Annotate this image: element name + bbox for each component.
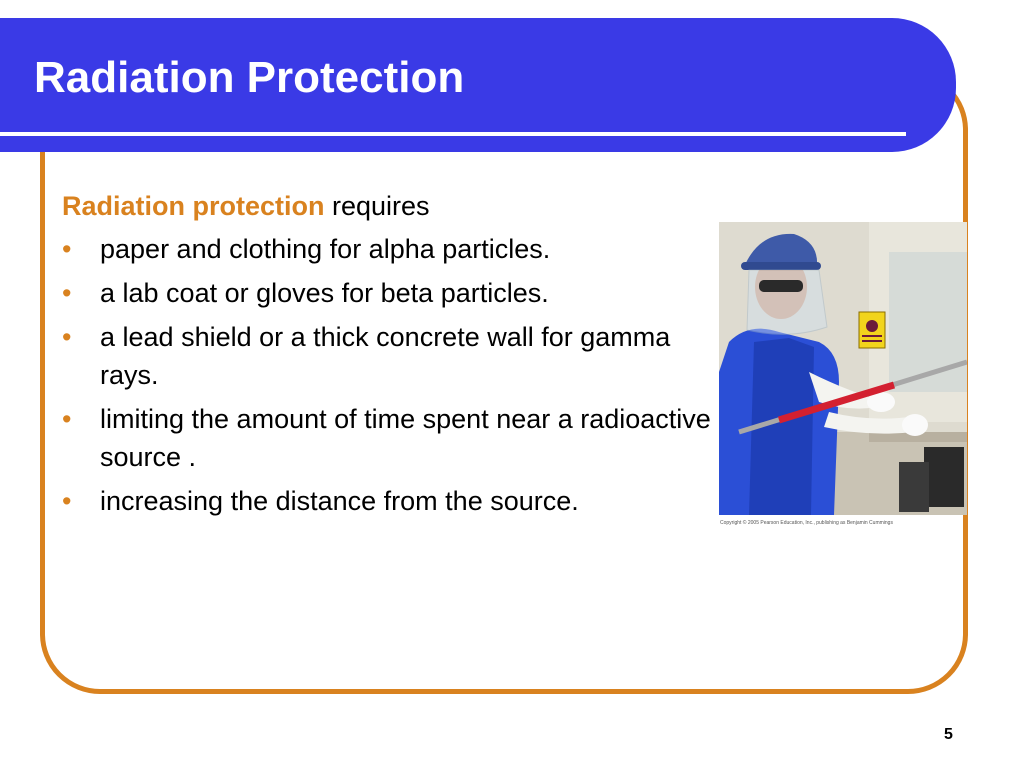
slide-title: Radiation Protection xyxy=(34,53,465,102)
banner-divider xyxy=(0,132,906,136)
bullet-list xyxy=(62,230,712,520)
bullet-text: a lead shield or a thick concrete wall for gamma rays. xyxy=(100,322,671,390)
bullet-icon: • xyxy=(62,234,72,264)
list-item xyxy=(62,274,712,312)
bullet-text: increasing the distance from the source. xyxy=(100,486,579,516)
bullet-icon: • xyxy=(62,322,72,352)
list-item xyxy=(62,230,712,268)
bullet-text: limiting the amount of time spent near a radioactive source . xyxy=(100,404,711,472)
bullet-icon: • xyxy=(62,404,72,434)
intro-line xyxy=(62,186,712,226)
list-item xyxy=(62,318,712,394)
page-number: 5 xyxy=(944,726,953,743)
slide-body xyxy=(62,186,712,526)
intro-rest: requires xyxy=(324,191,430,221)
copyright-note: Copyright © 2005 Pearson Education, Inc., publishing as Benjamin Cummings xyxy=(720,520,893,526)
key-term: Radiation protection xyxy=(62,191,325,221)
bullet-icon: • xyxy=(62,486,72,516)
lab-worker-illustration xyxy=(719,222,967,515)
list-item xyxy=(62,482,712,520)
bullet-text: a lab coat or gloves for beta particles. xyxy=(100,278,549,308)
bullet-icon: • xyxy=(62,278,72,308)
bullet-text: paper and clothing for alpha particles. xyxy=(100,234,551,264)
list-item xyxy=(62,400,712,476)
lab-worker-photo xyxy=(719,222,967,515)
